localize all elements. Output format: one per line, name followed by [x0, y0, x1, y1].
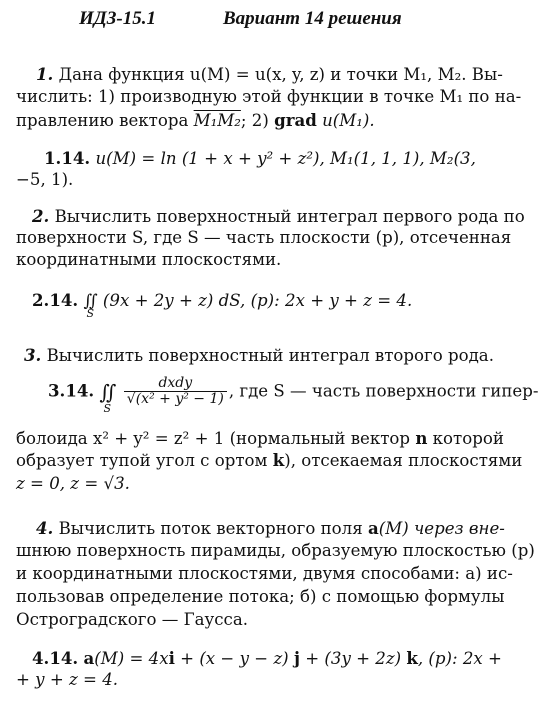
task3-number: 3.: [24, 345, 42, 365]
task1-line2: числить: 1) производную этой функции в точке M₁ по на-: [16, 87, 522, 106]
ort-k: k: [406, 648, 418, 668]
vector-a: a: [367, 518, 379, 538]
task2-line3: координатными плоскостями.: [16, 250, 282, 269]
task4-number: 4.: [36, 518, 54, 538]
p314-text-3c: ), отсекаемая плоскостями: [284, 451, 523, 470]
task1-text-1: Дана функция u(M) = u(x, y, z) и точки M₁, M₂. Вы-: [58, 65, 503, 84]
p414-expr-1: (M) = 4x: [94, 649, 169, 668]
ort-k: k: [272, 450, 285, 470]
p314-line3: [16, 450, 522, 470]
p314-text-1: , где S — часть поверхности гипер-: [228, 381, 539, 401]
task4-line5: Остроградского — Гаусса.: [16, 610, 248, 629]
grad-label: grad: [274, 110, 317, 130]
task1-line1: [36, 64, 503, 84]
task1-number: 1.: [36, 64, 54, 84]
integral-subscript: S: [86, 307, 95, 320]
task2-line2: поверхности S, где S — часть плоскости (p), отсеченная: [16, 228, 512, 247]
ort-i: i: [168, 648, 175, 668]
double-integral-symbol: ∬: [83, 291, 98, 310]
task4-text-1a: Вычислить поток векторного поля: [58, 519, 363, 538]
p314-fraction: [124, 376, 227, 408]
p414-line2: + y + z = 4.: [16, 670, 119, 689]
ort-j: j: [293, 648, 300, 668]
task1-line3: [16, 110, 375, 130]
p114-expr: u(M) = ln (1 + x + y² + z²), M₁(1, 1, 1), M₂(3,: [95, 149, 476, 168]
task2-text-1: Вычислить поверхностный интеграл первого рода по: [54, 207, 525, 226]
task4-line1: [36, 518, 505, 538]
task4-line3: и координатными плоскостями, двумя способами: а) ис-: [16, 564, 513, 583]
p314-text-3a: образует тупой угол с ортом: [16, 451, 268, 470]
p314-text-2a: болоида x² + y² = z² + 1 (нормальный вектор: [16, 429, 411, 448]
p314-line1: [48, 375, 539, 415]
double-integral-symbol: ∬: [99, 379, 117, 404]
p314-line2: [16, 428, 504, 448]
p414-line1: [32, 648, 502, 668]
task-3: [24, 345, 494, 365]
task4-text-1c: (M) через вне-: [378, 519, 505, 538]
p414-number: 4.14.: [32, 648, 79, 668]
p414-expr-3: + (3y + 2z): [299, 649, 407, 668]
p114-line2: −5, 1).: [16, 170, 74, 189]
vector-a: a: [83, 648, 95, 668]
p314-text-2c: которой: [432, 429, 504, 448]
fraction-denominator: √(x² + y² − 1): [126, 391, 224, 408]
task4-line4: пользовав определение потока; б) с помощью формулы: [16, 587, 505, 606]
integral-subscript: S: [103, 401, 112, 415]
task3-text: Вычислить поверхностный интеграл второго рода.: [46, 346, 494, 365]
p114-number: 1.14.: [44, 148, 91, 168]
task1-text-3e: u(M₁).: [316, 111, 375, 130]
normal-vector-n: n: [415, 428, 428, 448]
vector-m1m2: M₁M₂: [193, 111, 241, 130]
header-left: ИДЗ-15.1: [79, 8, 157, 29]
p214-number: 2.14.: [32, 290, 79, 310]
problem-2-14: [32, 290, 413, 320]
p314-number: 3.14.: [48, 380, 95, 401]
task2-number: 2.: [32, 206, 50, 226]
task2-line1: [32, 206, 525, 226]
task1-text-3a: правлению вектора: [16, 111, 189, 130]
fraction-numerator: dxdy: [124, 376, 227, 392]
task4-line2: шнюю поверхность пирамиды, образуемую плоскостью (p): [16, 541, 535, 560]
header-right: Вариант 14 решения: [223, 8, 402, 29]
task1-text-3c: ; 2): [240, 111, 269, 130]
p314-line4: z = 0, z = √3.: [16, 474, 130, 493]
p214-expr: (9x + 2y + z) dS, (p): 2x + y + z = 4.: [102, 291, 413, 310]
p114-line1: [44, 148, 476, 168]
p414-expr-4: , (p): 2x +: [417, 649, 502, 668]
p414-expr-2: + (x − y − z): [174, 649, 294, 668]
